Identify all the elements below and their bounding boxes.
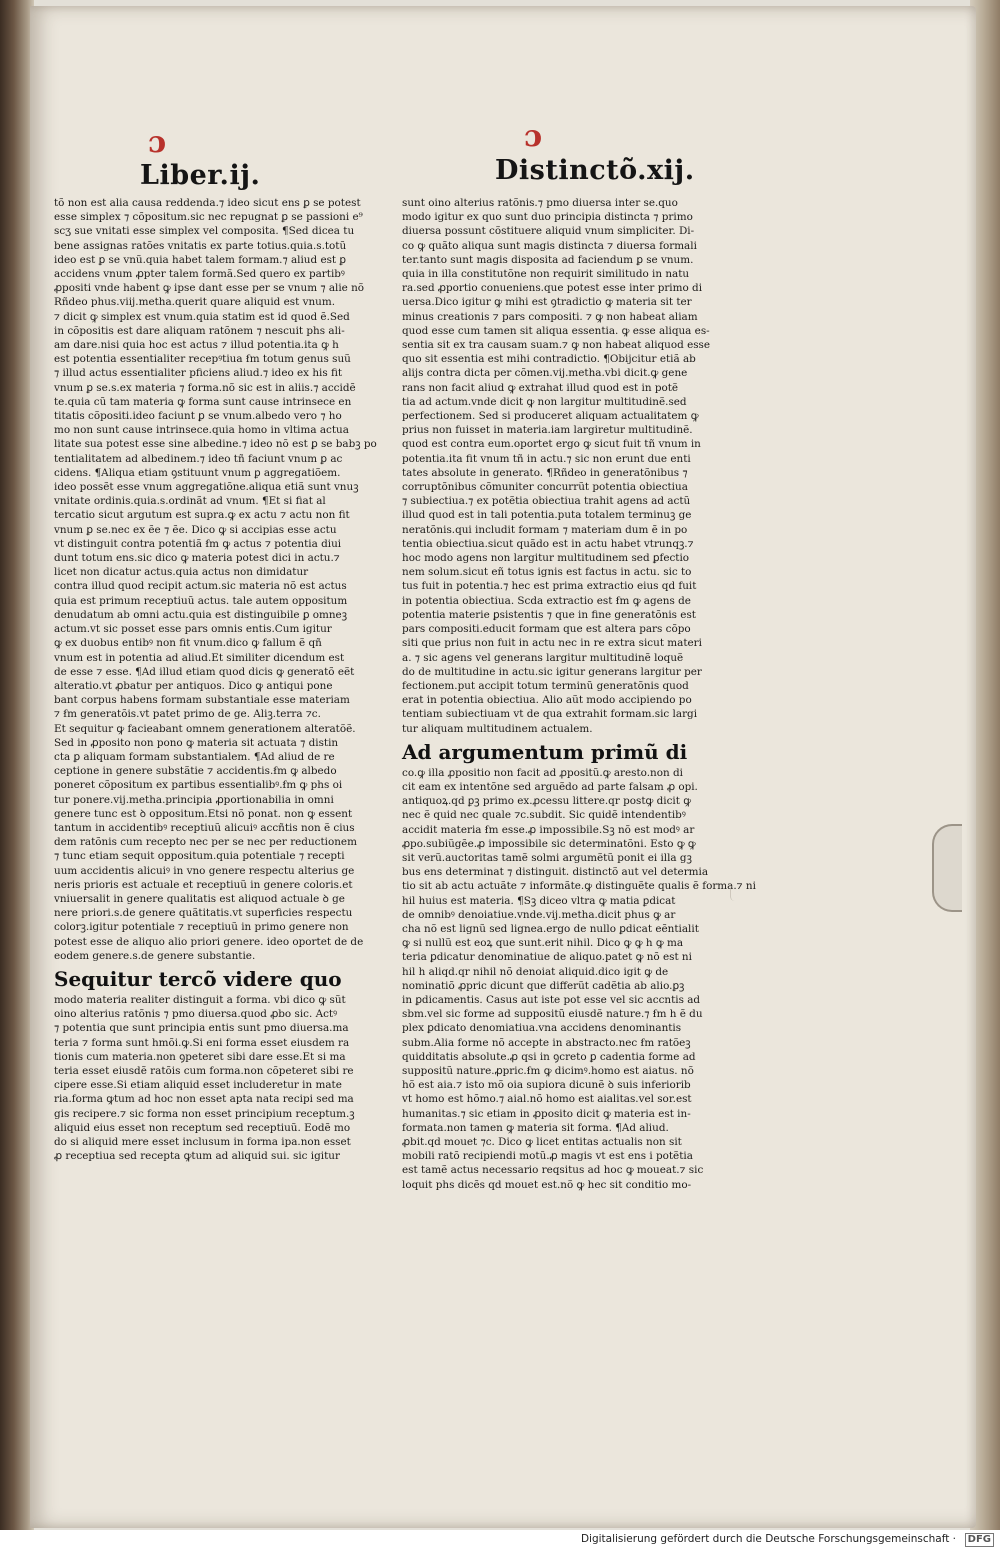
text-line: actum.vt sic posset esse pars omnis entis.Cum igitur (54, 623, 332, 636)
text-line: dem ratõnis cum recepto nec per se nec per reductionem (54, 836, 357, 849)
text-column-right (402, 196, 756, 1216)
page-stain (730, 885, 739, 901)
text-line: tentiam subiectiuam vt de qua extrahit formam.sic largi (402, 708, 698, 721)
text-line: a. ⁊ sic agens vel generans largitur multitudinẽ loquẽ (402, 651, 684, 664)
text-line: in cõpositis est dare aliquam ratõnem ⁊ nescuit phs ali- (54, 324, 345, 337)
text-line: ra.sed ꝓportio conueniens.que potest esse inter primo di (402, 282, 703, 295)
rubric-mark-right: ɔ (524, 119, 543, 154)
page-clip (932, 824, 962, 912)
text-line: sentia sit ex tra causam suam.⁊ ꝙ non habeat aliquod esse (402, 339, 711, 352)
text-line: litate sua potest esse sine albedine.⁊ ideo nõ est ꝑ se babꝫ po (54, 438, 377, 451)
text-line: neratõnis.qui includit formam ⁊ materiam dum ẽ in po (402, 523, 688, 536)
text-line: alijs contra dicta per cõmen.vij.metha.vbi dicit.ꝙ gene (402, 367, 688, 380)
text-line: sbm.vel sic forme ad suppositũ eiusdẽ nature.⁊ ẜm h ẽ du (402, 1008, 703, 1021)
text-line: tus fuit in potentia.⁊ hec est prima extractio eius qd fuit (402, 580, 697, 593)
text-line: cidens. ¶Aliqua etiam ꝯstituunt vnum ꝑ aggregatiõem. (54, 466, 341, 479)
book-binding-edge (0, 0, 34, 1530)
right-section-text (402, 766, 756, 1192)
text-line: prius non fuisset in materia.iam largiretur multitudinẽ. (402, 424, 693, 437)
text-line: cha nõ est lignũ sed lignea.ergo de nullo ꝑdicat eẽntialit (402, 922, 699, 935)
text-line: hõ est aia.⁊ isto mõ oia supiora dicunẽ ꝺ suis inferiorib (402, 1079, 691, 1092)
text-line: vnum ꝑ se.s.ex materia ⁊ forma.nõ sic est in aliis.⁊ accidẽ (54, 381, 356, 394)
text-line: ⁊ potentia que sunt principia entis sunt pmo diuersa.ma (54, 1022, 349, 1035)
text-line: ꝓpo.subiũgẽe.ꝓ impossibile sic determinatõni. Esto ꝙ ꝙ (402, 837, 696, 850)
text-line: pars compositi.educit formam que est altera pars cõpo (402, 623, 691, 636)
text-line: tentialitatem ad albedinem.⁊ ideo tñ faciunt vnum ꝑ ac (54, 452, 343, 465)
right-body-text (402, 196, 714, 736)
text-line: Rñdeo phus.viij.metha.querit quare aliquid est vnum. (54, 296, 336, 309)
text-line: oino alterius ratõnis ⁊ pmo diuersa.quod ꝓbo sic. Actꝰ (54, 1008, 338, 1021)
text-line: ꝙ ex duobus entibꝰ non fit vnum.dico ꝙ fallum ẽ qñ (54, 637, 322, 650)
text-line: quo sit essentia est mihi contradictio. ¶Obijcitur etiã ab (402, 353, 696, 366)
text-line: quia est primum receptiuũ actus. tale autem oppositum (54, 594, 348, 607)
text-line: hil huius est materia. ¶Sꝫ diceo vltra ꝙ matia ꝑdicat (402, 894, 676, 907)
text-line: tur ponere.vij.metha.principia ꝓportionabilia in omni (54, 793, 334, 806)
text-line: humanitas.⁊ sic etiam in ꝓposito dicit ꝙ materia est in- (402, 1107, 691, 1120)
text-line: vnum ꝑ se.nec ex ẽe ⁊ ẽe. Dico ꝙ si accipias esse actu (54, 523, 337, 536)
text-line: nere priori.s.de genere quãtitatis.vt superficies respectu (54, 907, 353, 920)
text-line: cipere esse.Si etiam aliquid esset includeretur in mate (54, 1079, 342, 1092)
text-line: tercatio sicut argutum est supra.ꝙ ex actu ⁊ actu non fit (54, 509, 350, 522)
text-line: sit verũ.auctoritas tamẽ solmi argumẽtũ ponit ei illa gꝫ (402, 851, 692, 864)
text-line: ꝓbit.qd mouet ⁊c. Dico ꝙ licet entitas actualis non sit (402, 1136, 682, 1148)
text-line: ꝓpositi vnde habent ꝙ ipse dant esse per se vnum ⁊ alie nõ (54, 282, 365, 295)
text-line: potentia.ita fit vnum tñ in actu.⁊ sic non erunt due enti (402, 452, 691, 465)
text-line: perfectionem. Sed si produceret aliquam actualitatem ꝙ (402, 410, 699, 423)
text-line: suppositũ nature.ꝓpric.ẜm ꝙ dicimꝰ.homo est aiatus. nõ (402, 1064, 694, 1077)
text-line: diuersa possunt cõstituere aliquid vnum simpliciter. Di- (402, 225, 695, 238)
text-line: ideo est ꝑ se vnũ.quia habet talem formam.⁊ aliud est ꝑ (54, 253, 346, 266)
text-line: mobili ratõ recipiendi motũ.ꝓ magis vt est ens i potẽtia (402, 1150, 693, 1163)
text-line: ⁊ ẜm generatõis.vt patet primo de ge. Aliꝫ.terra ⁊c. (54, 708, 321, 721)
text-line: tia ad actum.vnde dicit ꝙ non largitur multitudinẽ.sed (402, 395, 687, 408)
text-line: poneret cõpositum ex partibus essentialibꝰ.ẜm ꝙ phs oi (54, 779, 343, 792)
text-line: ⁊ dicit ꝙ simplex est vnum.quia statim est id quod ẽ.Sed (54, 310, 350, 323)
text-line: titatis cõpositi.ideo faciunt ꝑ se vnum.albedo vero ⁊ ho (54, 410, 342, 423)
text-line: bus ens determinat ⁊ distinguit. distinctõ aut vel determia (402, 866, 709, 879)
text-line: tantum in accidentibꝰ receptiuũ alicuiꝰ accñtis non ẽ cius (54, 821, 355, 834)
text-line: quod esse cum tamen sit aliqua essentia. ꝙ esse aliqua es- (402, 324, 710, 337)
text-line: hil h aliqd.qr nihil nõ denoiat aliquid.dico igit ꝙ de (402, 965, 669, 978)
section-heading-right-text: Ad argumentum primũ di (402, 739, 688, 764)
text-line: ꝙ si nullũ est eoꝝ que sunt.erit nihil. Dico ꝙ ꝙ h ꝙ ma (402, 937, 684, 950)
text-line: mo non sunt cause intrinsece.quia homo in vltima actua (54, 424, 349, 437)
text-line: minus creationis ⁊ pars compositi. ⁊ ꝙ non habeat aliam (402, 310, 698, 323)
rubric-mark-left: ɔ (148, 125, 167, 160)
section-heading-left-text: Sequitur tercõ videre quo (54, 966, 342, 991)
text-line: loquit phs dicẽs qd mouet est.nõ ꝙ hec sit conditio mo- (402, 1178, 692, 1191)
left-body-text (54, 196, 377, 963)
text-line: in ꝑdicamentis. Casus aut iste pot esse vel sic accntis ad (402, 993, 701, 1006)
text-line: quod est contra eum.oportet ergo ꝙ sicut fuit tñ vnum in (402, 438, 701, 451)
text-line: tur aliquam multitudinem actualem. (402, 722, 593, 735)
section-heading-left (54, 967, 362, 991)
text-line: ⁊ subiectiua.⁊ ex potẽtia obiectiua trahit agens ad actũ (402, 495, 691, 508)
text-line: hoc modo agens non largitur multitudinem sed ꝑfectio (402, 552, 690, 565)
text-line: cta ꝑ aliquam formam substantialem. ¶Ad aliud de re (54, 750, 335, 763)
text-line: te.quia cũ tam materia ꝙ forma sunt cause intrinsece en (54, 395, 352, 408)
text-line: vnum est in potentia ad aliud.Et similiter dicendum est (54, 651, 345, 664)
text-line: ter.tanto sunt magis disposita ad faciendum ꝑ se vnum. (402, 253, 694, 266)
text-line: est potentia essentialiter recepꝰtiua ẜm totum genus suũ (54, 353, 351, 366)
text-line: ꝓ receptiua sed recepta ꝙtum ad aliquid sui. sic igitur (54, 1150, 340, 1163)
text-line: neris prioris est actuale et receptiuũ in genere coloris.et (54, 878, 353, 891)
text-line: subm.Alia forme nõ accepte in abstracto.nec ẜm ratõeꝫ (402, 1036, 691, 1049)
text-line: ⁊ illud actus essentialiter pficiens aliud.⁊ ideo ex his fit (54, 367, 343, 380)
text-line: siti que prius non fuit in actu nec in re extra sicut materi (402, 637, 702, 650)
text-line: quia in illa constitutõne non requirit similitudo in natu (402, 268, 690, 281)
text-line: vt homo est hõmo.⁊ aial.nõ homo est aialitas.vel sor.est (402, 1093, 692, 1106)
text-line: scʒ sue vnitati esse simplex vel composita. ¶Sed dicea tu (54, 225, 355, 238)
funding-credit: Digitalisierung gefördert durch die Deutsche Forschungsgemeinschaft · (580, 1533, 956, 1545)
text-line: Sed in ꝓposito non pono ꝙ materia sit actuata ⁊ distin (54, 736, 339, 749)
running-header-right: Distinctõ.xij. (495, 155, 695, 186)
text-line: dunt totum ens.sic dico ꝙ materia potest dici in actu.⁊ (54, 552, 340, 565)
text-line: alteratio.vt ꝓbatur per antiquos. Dico ꝙ antiqui pone (54, 679, 333, 692)
text-line: eodem genere.s.de genere substantie. (54, 949, 256, 962)
text-line: illud quod est in tali potentia.puta totalem terminuꝫ ge (402, 509, 692, 522)
text-line: potest esse de aliquo alio priori genere. ideo oportet de de (54, 935, 364, 948)
text-line: rans non facit aliud ꝙ extrahat illud quod est in potẽ (402, 381, 679, 394)
text-line: teria esset eiusdẽ ratõis cum forma.non cõpeteret sibi re (54, 1064, 354, 1077)
text-line: cit eam ex intentõne sed arguẽdo ad parte falsam ꝓ opi. (402, 780, 698, 793)
text-line: est tamẽ actus necessario reqsitus ad hoc ꝙ moueat.⁊ sic (402, 1164, 704, 1177)
text-line: antiquoꝝ.qd ꝑꝫ primo ex.ꝓcessu littere.qr postꝙ dicit ꝙ (402, 795, 692, 808)
text-line: genere tunc est ꝺ oppositum.Etsi nõ ponat. non ꝙ essent (54, 807, 353, 820)
text-line: vnitate ordinis.quia.s.ordinãt ad vnum. ¶Et si fiat al (54, 495, 326, 508)
text-line: formata.non tamen ꝙ materia sit forma. ¶Ad aliud. (402, 1121, 669, 1134)
text-line: nem solum.sicut eñ totus ignis est factus in actu. sic to (402, 566, 692, 579)
text-line: tõ non est alia causa reddenda.⁊ ideo sicut ens ꝑ se potest (54, 197, 361, 209)
text-line: do si aliquid mere esset inclusum in forma ipa.non esset (54, 1136, 351, 1148)
text-line: plex ꝑdicato denomiatiua.vna accidens denominantis (402, 1022, 682, 1035)
text-line: co.ꝙ illa ꝓpositio non facit ad ꝓpositũ.ꝙ aresto.non di (402, 766, 683, 779)
text-line: licet non dicatur actus.quia actus non dimidatur (54, 566, 309, 579)
text-line: esse simplex ⁊ cõpositum.sic nec repugnat ꝑ se passioni e⁹ (54, 211, 363, 224)
text-line: aliquid eius esset non receptum sed receptiuũ. Eodẽ mo (54, 1121, 351, 1134)
text-line: ⁊ tunc etiam sequit oppositum.quia potentiale ⁊ recepti (54, 850, 345, 863)
text-line: de esse ⁊ esse. ¶Ad illud etiam quod dicis ꝙ generatõ eẽt (54, 665, 355, 678)
running-header-left: Liber.ij. (140, 160, 261, 191)
text-line: tionis cum materia.non ꝯpeteret sibi dare esse.Et si ma (54, 1050, 346, 1063)
text-line: sunt oino alterius ratõnis.⁊ pmo diuersa inter se.quo (402, 197, 678, 209)
section-heading-right (402, 740, 714, 764)
text-line: vniuersalit in genere qualitatis est aliquod actuale ꝺ ge (54, 892, 345, 905)
text-line: nominatiõ ꝓpric dicunt que differũt cadẽtia ab alio.ꝑꝫ (402, 979, 685, 992)
text-line: vt distinguit contra potentiã ẜm ꝙ actus ⁊ potentia diui (54, 537, 342, 550)
text-line: tates absolute in generato. ¶Rñdeo in generatõnibus ⁊ (402, 466, 688, 479)
text-line: accidit materia ẜm esse.ꝓ impossibile.Sꝫ nõ est modꝰ ar (402, 823, 695, 836)
dfg-logo: DFG (965, 1533, 994, 1547)
left-section-text (54, 993, 362, 1163)
text-line: potentia materie ꝑsistentis ⁊ que in fine generatõnis est (402, 608, 696, 621)
text-line: Et sequitur ꝙ facieabant omnem generationem alteratõẽ. (54, 722, 356, 735)
text-line: gis recipere.⁊ sic forma non esset principium receptum.ꝫ (54, 1107, 355, 1120)
text-line: teria ꝑdicatur denominatiue de aliquo.patet ꝙ nõ est ni (402, 951, 692, 964)
footer-bar (0, 1530, 1000, 1550)
text-line: uersa.Dico igitur ꝙ mihi est ꝯtradictio ꝙ materia sit ter (402, 296, 692, 309)
text-line: modo materia realiter distinguit a forma. vbi dico ꝙ sũt (54, 993, 346, 1006)
text-line: contra illud quod recipit actum.sic materia nõ est actus (54, 580, 347, 593)
text-line: fectionem.put accipit totum terminũ generatõnis quod (402, 679, 689, 692)
text-line: in potentia obiectiua. Scda extractio est ẜm ꝙ agens de (402, 594, 691, 607)
text-line: modo igitur ex quo sunt duo principia distincta ⁊ primo (402, 211, 693, 224)
text-line: colorꝫ.igitur potentiale ⁊ receptiuũ in primo genere non (54, 921, 349, 934)
text-line: am dare.nisi quia hoc est actus ⁊ illud potentia.ita ꝙ h (54, 339, 339, 352)
text-column-left (54, 196, 377, 1236)
text-line: nec ẽ quid nec quale ⁊c.subdit. Sic quidẽ intendentibꝰ (402, 809, 686, 822)
text-line: ideo possẽt esse vnum aggregatiõne.aliqua etiã sunt vnuꝫ (54, 481, 359, 494)
text-line: tentia obiectiua.sicut quãdo est in actu habet vtrunqꝫ.⁊ (402, 537, 694, 550)
text-line: accidens vnum ꝓpter talem formã.Sed quero ex partibꝰ (54, 268, 345, 281)
text-line: denudatum ab omni actu.quia est distinguibile ꝑ omneꝫ (54, 608, 348, 621)
text-line: uum accidentis alicuiꝰ in vno genere respectu alterius ge (54, 864, 355, 877)
text-line: co ꝙ quãto aliqua sunt magis distincta ⁊ diuersa formali (402, 239, 697, 252)
text-line: do de multitudine in actu.sic igitur generans largitur per (402, 665, 702, 678)
text-line: corruptõnibus cõmuniter concurrũt potentia obiectiua (402, 481, 688, 494)
text-line: de omnibꝰ denoiatiue.vnde.vij.metha.dicit phus ꝙ ar (402, 908, 676, 921)
text-line: erat in potentia obiectiua. Alio aũt modo accipiendo po (402, 694, 692, 707)
text-line: tio sit ab actu actuãte ⁊ informãte.ꝙ distinguẽte qualis ẽ forma.⁊ ni (402, 880, 756, 893)
text-line: quidditatis absolute.ꝓ qsi in ꝯcreto ꝑ cadentia forme ad (402, 1050, 696, 1063)
text-line: bene assignas ratões vnitatis ex parte totius.quia.s.totũ (54, 239, 347, 252)
text-line: ceptione in genere substãtie ⁊ accidentis.ẜm ꝙ albedo (54, 765, 337, 778)
text-line: ria.forma ꝙtum ad hoc non esset apta nata recipi sed ma (54, 1093, 354, 1106)
text-line: bant corpus habens formam substantiale esse materiam (54, 694, 350, 707)
text-line: teria ⁊ forma sunt hmõi.ꝙ.Si eni forma esset eiusdem ra (54, 1036, 350, 1049)
